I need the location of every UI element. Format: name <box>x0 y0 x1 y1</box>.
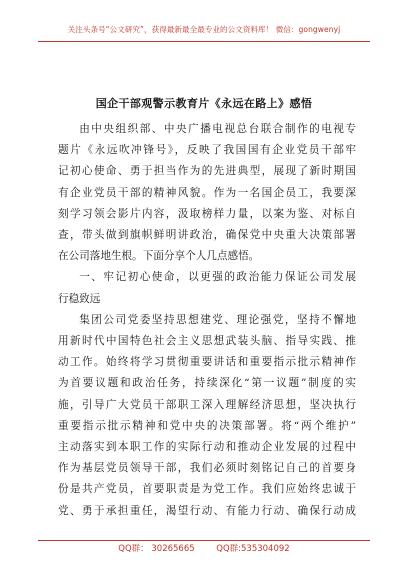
document-title: 国企干部观警示教育片《永远在路上》感悟 <box>95 97 313 110</box>
text-line: 题片《永远吹冲锋号》，反映了我国国有企业党员干部牢 <box>58 144 356 157</box>
text-line: 记初心使命、勇于担当作为的先进典型，展现了新时期国 <box>58 165 356 178</box>
header-divider <box>38 41 370 42</box>
text-line: 由中央组织部、中央广播电视总台联合制作的电视专 <box>79 123 356 135</box>
text-line: 动工作。始终将学习贯彻重要讲话和重要指示批示精神作 <box>58 356 356 369</box>
text-line: 在公司落地生根。下面分享个人几点感悟。 <box>58 250 260 263</box>
text-line: 集团公司党委坚持思想建党、理论强党，坚持不懈地 <box>79 313 356 326</box>
text-line: 施，引导广大党员干部职工深入理解经济思想，坚决执行 <box>58 398 356 411</box>
text-line: 有企业党员干部的精神风貌。作为一名国企员工，我要深 <box>58 186 356 199</box>
text-line: 主动落实到本职工作的实际行动和推动企业发展的过程中 <box>58 441 356 454</box>
text-line: 作为基层党员领导干部，我们必须时刻铭记自己的首要身 <box>58 462 356 475</box>
text-line: 一、牢记初心使命，以更强的政治能力保证公司发展 <box>79 271 356 284</box>
text-line: 党、勇于承担重任，渴望行动、有能力行动、确保行动成 <box>58 504 356 517</box>
section-heading <box>58 267 356 309</box>
text-line: 为首要议题和政治任务，持续深化“第一议题”制度的实 <box>58 377 356 390</box>
paragraph <box>58 119 356 267</box>
text-line: 份是共产党员，首要职责是为党工作。我们应始终忠诚于 <box>58 483 356 496</box>
text-line: 用新时代中国特色社会主义思想武装头脑、指导实践、推 <box>58 335 356 348</box>
text-line: 刻学习领会影片内容，汲取榜样力量，以案为鉴、对标自 <box>58 207 356 220</box>
footer-divider <box>38 540 370 541</box>
paragraph <box>58 310 356 522</box>
text-line: 重要指示批示精神和党中央的决策部署。将“两个维护” <box>58 419 356 432</box>
header-banner: 关注头条号“公文研究”，获得最新最全最专业的公文资料库！ 微信：gongwenyj <box>67 25 341 34</box>
document-body <box>58 119 356 522</box>
text-line: 查，带头做到旗帜鲜明讲政治，确保党中央重大决策部署 <box>58 229 356 242</box>
footer-qq-groups: QQ群： 30265665 QQ群:535304092 <box>118 544 290 554</box>
text-line: 行稳致远 <box>58 292 101 305</box>
